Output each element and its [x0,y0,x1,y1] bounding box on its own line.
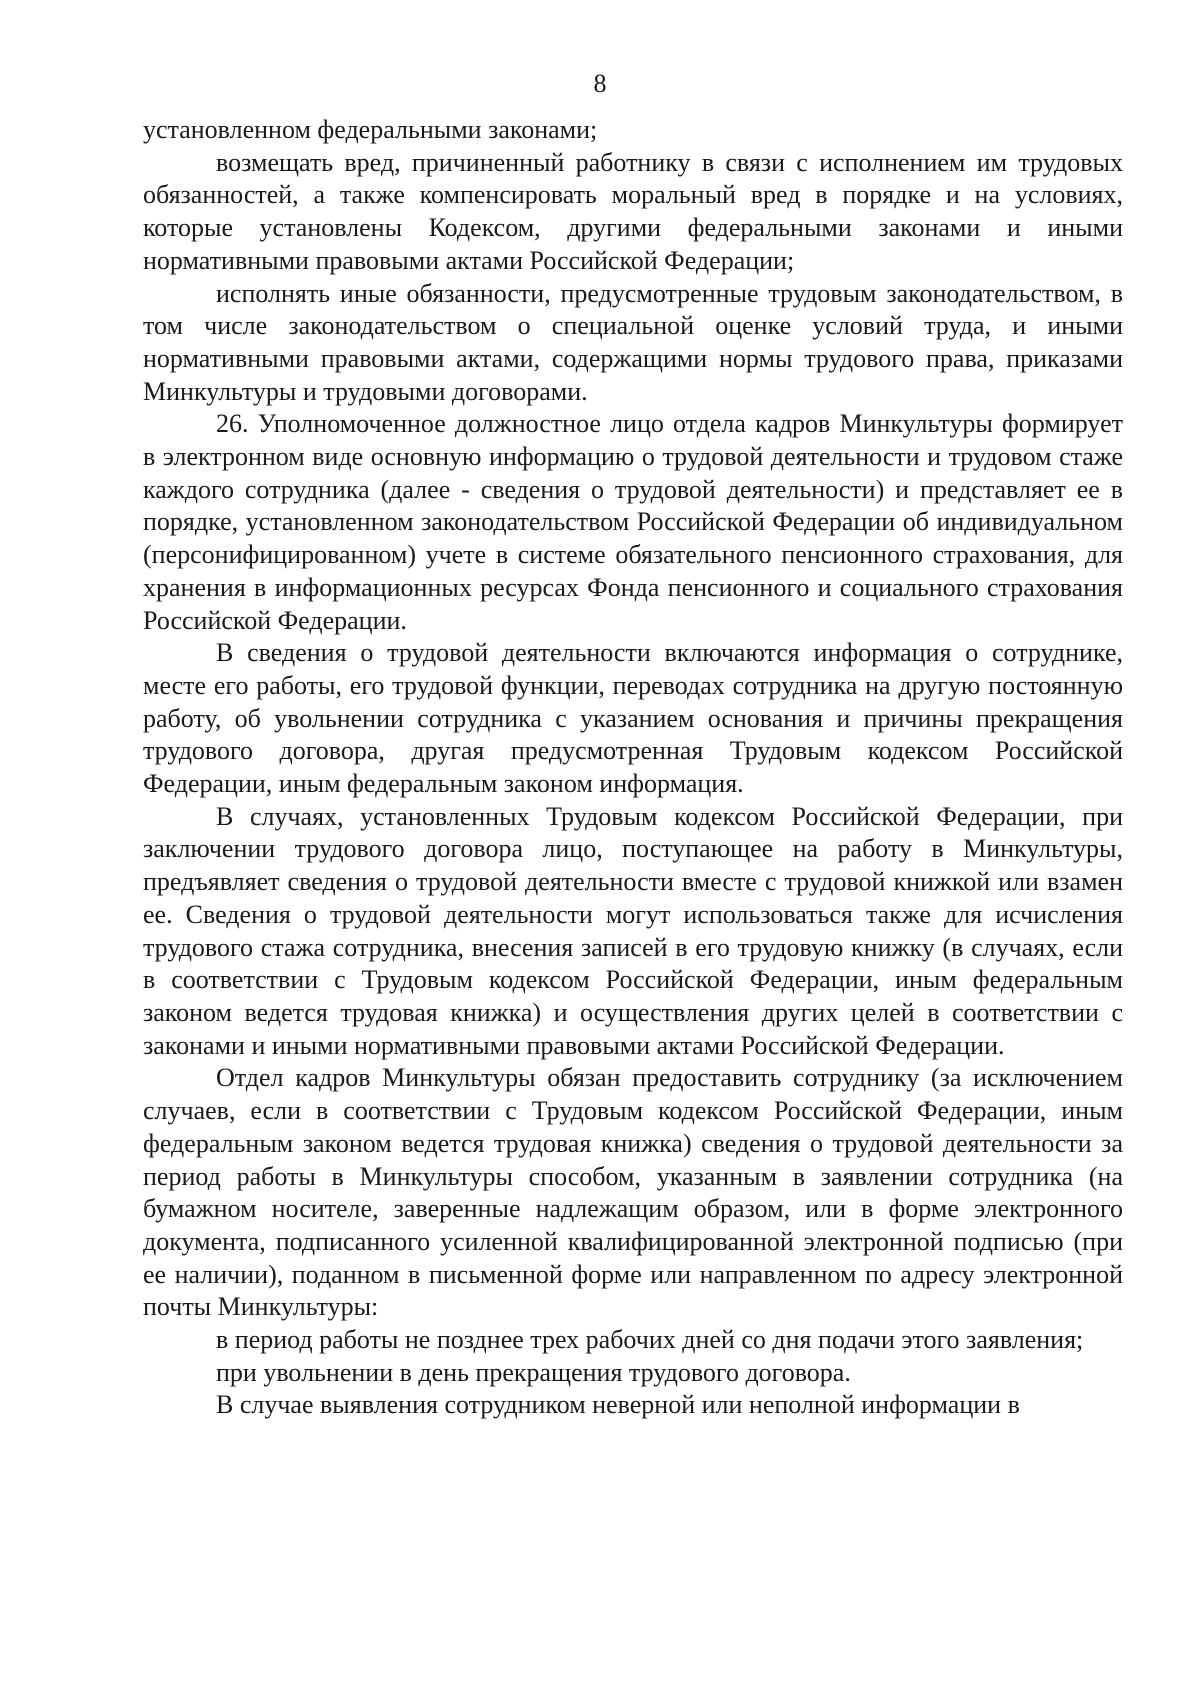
paragraph-cases-established: В случаях, установленных Трудовым кодексом Российской Федерации, при заключении трудового договора лицо, поступающее на работу в Минкультуры, предъявляет сведения о трудовой деятельности вместе с трудовой книжкой или взамен ее. Сведения о трудовой деятельности могут использоваться также для исчисления трудового стажа сотрудника, внесения записей в его трудовую книжку (в случаях, если в соответствии с Трудовым кодексом Российской Федерации, иным федеральным законом ведется трудовая книжка) и осуществления других целей в соответствии с законами и иными нормативными правовыми актами Российской Федерации. [143,801,1123,1060]
paragraph-during-work: в период работы не позднее трех рабочих дней со дня подачи этого заявления; [216,1325,1084,1355]
paragraph-info-contents: В сведения о трудовой деятельности включаются информация о сотруднике, месте его работы, его трудовой функции, переводах сотрудника на другую постоянную работу, об увольнении сотрудника с указанием основания и причины прекращения трудового договора, другая предусмотренная Трудовым кодексом Российской Федерации, иным федеральным законом информация. [143,638,1123,799]
paragraph-item-26: 26. Уполномоченное должностное лицо отдела кадров Минкультуры формирует в электронном виде основную информацию о трудовой деятельности и трудовом стаже каждого сотрудника (далее - сведения о трудовой деятельности) и представляет ее в порядке, установленном законодательством Российской Федерации об индивидуальном (персонифицированном) учете в системе обязательного пенсионного страхования, для хранения в информационных ресурсах Фонда пенсионного и социального страхования Российской Федерации. [143,409,1123,635]
document-body [143,114,1123,1422]
paragraph-other-duties: исполнять иные обязанности, предусмотренные трудовым законодательством, в том числе законодательством о специальной оценке условий труда, и иными нормативными правовыми актами, содержащими нормы трудового права, приказами Минкультуры и трудовыми договорами. [143,278,1123,406]
paragraph-hr-obligation: Отдел кадров Минкультуры обязан предоставить сотруднику (за исключением случаев, если в соответствии с Трудовым кодексом Российской Федерации, иным федеральным законом ведется трудовая книжка) сведения о трудовой деятельности за период работы в Минкультуры способом, указанным в заявлении сотрудника (на бумажном носителе, заверенные надлежащим образом, или в форме электронного документа, подписанного усиленной квалифицированной электронной подписью (при ее наличии), поданном в письменной форме или направленном по адресу электронной почты Минкультуры: [143,1063,1123,1322]
paragraph-compensate-harm: возмещать вред, причиненный работнику в связи с исполнением им трудовых обязанностей, а также компенсировать моральный вред в порядке и на условиях, которые установлены Кодексом, другими федеральными законами и иными нормативными правовыми актами Российской Федерации; [143,147,1123,275]
paragraph-continuation: установленном федеральными законами; [143,115,598,144]
paragraph-incorrect-info: В случае выявления сотрудником неверной или неполной информации в [216,1390,1020,1420]
paragraph-upon-dismissal: при увольнении в день прекращения трудового договора. [216,1357,851,1387]
page-number: 8 [593,69,607,98]
